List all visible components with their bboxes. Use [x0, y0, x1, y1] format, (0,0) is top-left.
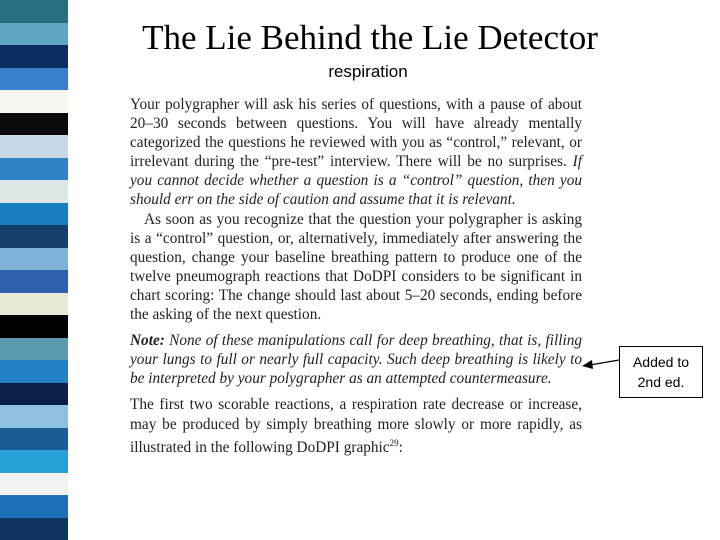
excerpt-paragraph-1-text: Your polygrapher will ask his series of questions, with a pause of about 20–30 seconds between questions. You will have already mentally categorized the questions he reviewed with you as “control,” relevant, or irrelevant during the “pre-test” interview. There will be no surprises.	[130, 96, 582, 171]
decorative-stripe	[0, 428, 68, 451]
decorative-stripe	[0, 383, 68, 406]
added-note-callout	[619, 346, 703, 398]
decorative-stripe	[0, 158, 68, 181]
callout-line-1: Added to	[632, 354, 690, 370]
decorative-stripe	[0, 225, 68, 248]
decorative-stripe	[0, 270, 68, 293]
slide-subtitle: respiration	[328, 62, 408, 81]
decorative-stripe	[0, 518, 68, 540]
excerpt-note	[130, 331, 582, 388]
excerpt-paragraph-4-text: The first two scorable reactions, a respiration rate decrease or increase, may be produced by simply breathing more slowly or more rapidly, as illustrated in the following DoDPI graphic	[130, 396, 582, 456]
decorative-stripe	[0, 315, 68, 338]
excerpt-note-lead: Note:	[130, 332, 165, 350]
decorative-stripe	[0, 23, 68, 46]
decorative-stripe	[0, 135, 68, 158]
excerpt-paragraph-1	[130, 90, 582, 210]
decorative-stripe	[0, 473, 68, 496]
excerpt-paragraph-1-italic: If you cannot decide whether a question is a “control” question, then you should err on the side of caution and assume that it is relevant.	[130, 153, 582, 209]
decorative-stripe	[0, 68, 68, 91]
decorative-stripe	[0, 248, 68, 271]
decorative-stripe	[0, 293, 68, 316]
decorative-stripe	[0, 90, 68, 113]
decorative-stripe	[0, 338, 68, 361]
callout-line-2: 2nd ed.	[637, 374, 685, 390]
decorative-stripe	[0, 360, 68, 383]
excerpt-paragraph-4-end: :	[398, 438, 403, 456]
slide-title: The Lie Behind the Lie Detector	[142, 18, 598, 57]
scanned-book-excerpt	[130, 90, 582, 490]
excerpt-note-body: None of these manipulations call for deep breathing, that is, filling your lungs to full or nearly full capacity. Such deep breathing is likely to be interpreted by your polygrapher as an attempted countermeasure.	[130, 332, 582, 388]
decorative-stripe	[0, 405, 68, 428]
decorative-stripe-bar	[0, 0, 68, 540]
decorative-stripe	[0, 203, 68, 226]
footnote-marker: 29	[389, 437, 399, 448]
decorative-stripe	[0, 450, 68, 473]
excerpt-paragraph-2: As soon as you recognize that the question your polygrapher is asking is a “control” question, or, alternatively, immediately after answering the question, change your baseline breathing pattern to produce one of the twelve pneumograph reactions that DoDPI considers to be significant in chart scoring: The change should last about 5–20 seconds, ending before the asking of the next question.	[130, 210, 582, 324]
decorative-stripe	[0, 180, 68, 203]
decorative-stripe	[0, 0, 68, 23]
excerpt-paragraph-4	[130, 395, 582, 456]
decorative-stripe	[0, 495, 68, 518]
decorative-stripe	[0, 113, 68, 136]
decorative-stripe	[0, 45, 68, 68]
